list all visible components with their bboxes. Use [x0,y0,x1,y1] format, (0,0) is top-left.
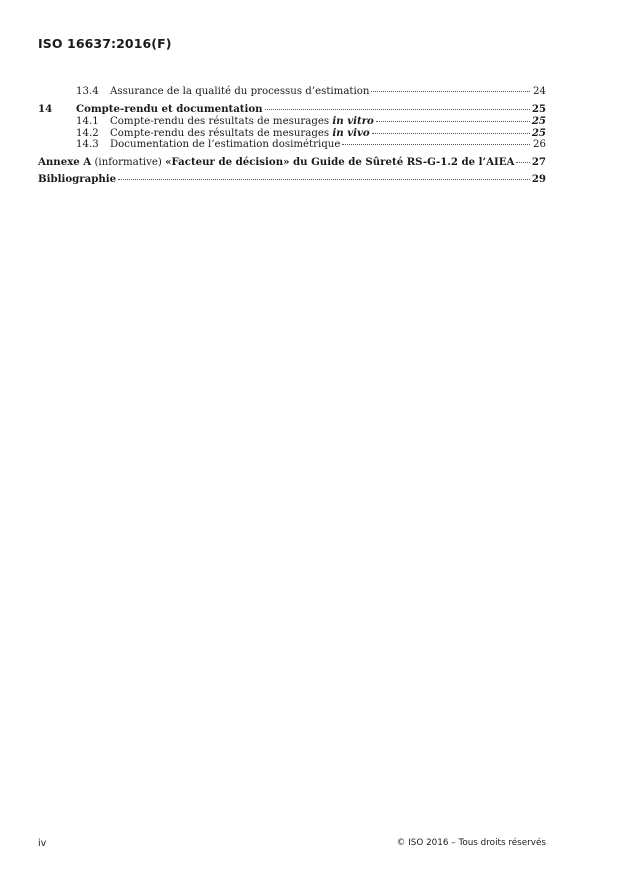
toc-entry-bibliography[interactable] [38,173,546,185]
dot-leader [265,109,530,110]
toc-entry-14-2[interactable] [38,127,546,139]
toc-entry-title: Bibliographie [38,173,117,185]
toc-title-text: Compte-rendu des résultats de mesurages [110,128,333,139]
dot-leader [376,121,530,122]
toc-entry-page: 25 [531,115,546,127]
toc-entry-page: 29 [531,173,546,185]
toc-entry-page: 25 [531,127,546,139]
toc-entry-number: 14 [38,103,53,115]
dot-leader [371,91,530,92]
toc-entry-title: Compte-rendu et documentation [76,103,263,115]
toc-entry-title: Assurance de la qualité du processus d’estimation [110,86,370,97]
toc-entry-number: 14.3 [76,139,99,150]
toc-entry-number: 14.1 [76,116,99,127]
annex-title: «Facteur de décision» du Guide de Sûreté RS-G-1.2 de l’AIEA [165,156,515,168]
dot-leader [372,133,530,134]
toc-entry-14-1[interactable] [38,115,546,127]
toc-entry-page: 26 [533,139,546,150]
toc-entry-number: 14.2 [76,128,99,139]
table-of-contents [38,86,546,185]
toc-entry-14[interactable] [38,103,546,115]
toc-entry-page: 27 [531,156,546,168]
toc-title-emphasis: in vivo [332,127,370,139]
toc-entry-14-3[interactable] [38,139,546,151]
toc-entry-13-4[interactable] [38,86,546,98]
toc-entry-annex-a[interactable] [38,156,546,168]
dot-leader [118,179,530,180]
toc-entry-number: 13.4 [76,86,99,97]
dot-leader [342,144,530,145]
copyright-notice: © ISO 2016 – Tous droits réservés [396,838,546,848]
toc-entry-title [38,156,514,169]
dot-leader [516,162,529,163]
document-id-header: ISO 16637:2016(F) [38,36,172,51]
toc-title-emphasis: in vitro [332,115,374,127]
annex-label: Annexe A [38,156,92,168]
page-number: iv [38,838,47,849]
annex-kind: (informative) [91,157,166,168]
toc-entry-page: 25 [531,103,546,115]
toc-entry-title: Documentation de l’estimation dosimétrique [110,139,341,150]
toc-title-text: Compte-rendu des résultats de mesurages [110,116,333,127]
toc-entry-page: 24 [533,86,546,97]
